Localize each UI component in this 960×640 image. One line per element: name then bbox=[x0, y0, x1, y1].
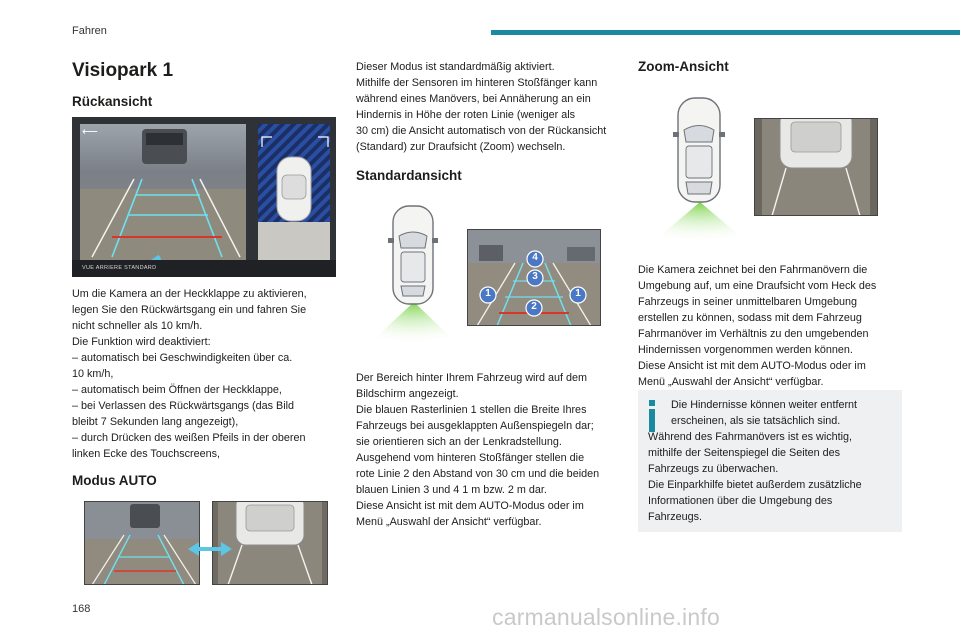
watermark: carmanualsonline.info bbox=[492, 604, 720, 630]
heading-zoom-view: Zoom-Ansicht bbox=[638, 59, 729, 74]
header-accent-bar bbox=[491, 30, 960, 35]
marker-1-right-label: 1 bbox=[575, 288, 581, 299]
zoom-view-camera-image bbox=[754, 118, 878, 216]
section-label: Fahren bbox=[72, 25, 107, 37]
auto-mode-camera-image bbox=[84, 501, 200, 585]
standard-car-topview-illustration bbox=[356, 200, 466, 350]
info-icon bbox=[648, 400, 656, 432]
heading-standard-view: Standardansicht bbox=[356, 168, 462, 183]
marker-2-label: 2 bbox=[531, 301, 537, 312]
marker-3-label: 3 bbox=[532, 271, 538, 282]
marker-4-label: 4 bbox=[532, 252, 538, 263]
heading-auto-mode: Modus AUTO bbox=[72, 473, 157, 488]
marker-1-left-label: 1 bbox=[485, 288, 491, 299]
double-arrow-icon bbox=[186, 538, 234, 560]
heading-rear-view: Rückansicht bbox=[72, 94, 153, 109]
standard-view-camera-image bbox=[467, 229, 601, 326]
rear-view-screen-image bbox=[72, 117, 336, 277]
svg-text:⟵: ⟵ bbox=[82, 125, 98, 138]
rear-view-caption: VUE ARRIERE STANDARD bbox=[82, 265, 157, 271]
page-number: 168 bbox=[72, 603, 91, 615]
zoom-car-topview-illustration bbox=[638, 90, 758, 250]
page-title: Visiopark 1 bbox=[72, 60, 174, 81]
